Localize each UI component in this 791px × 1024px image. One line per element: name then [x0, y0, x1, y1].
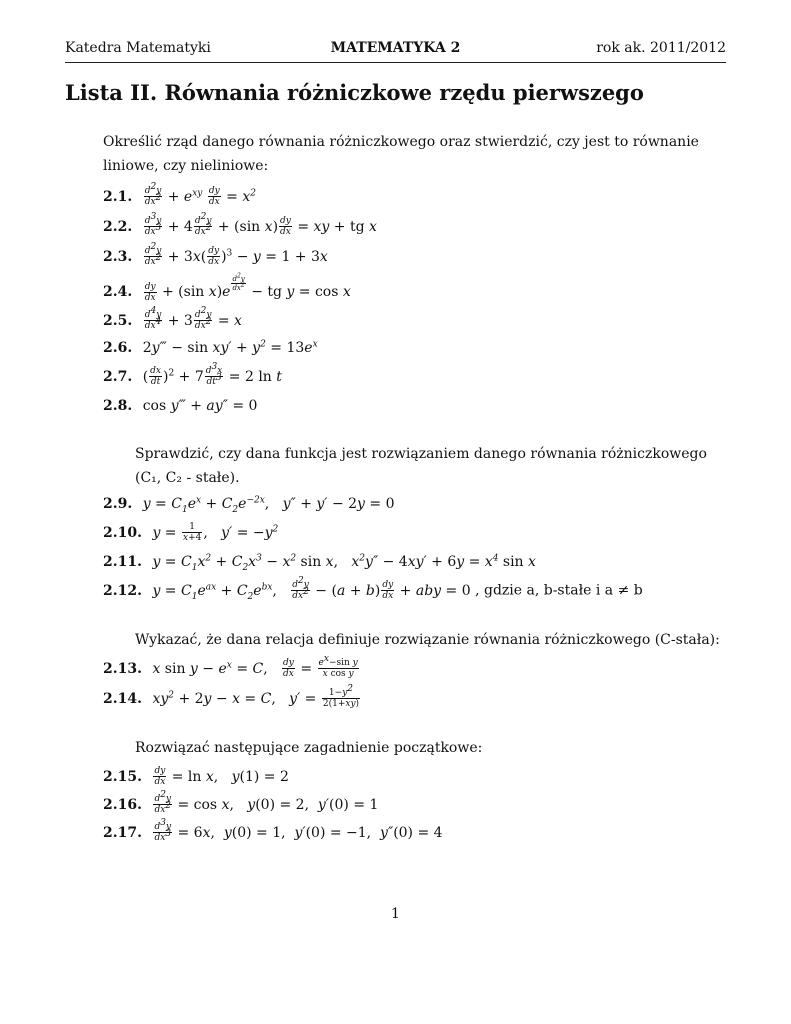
problem-2-6	[103, 338, 318, 362]
problem-number: 2.15.	[103, 768, 142, 785]
problem-number: 2.6.	[103, 340, 133, 356]
problem-2-5	[103, 306, 242, 334]
problem-2-7	[103, 362, 282, 390]
problem-2-11	[103, 552, 536, 576]
problem-2-15	[103, 766, 289, 790]
problem-2-13	[103, 654, 360, 682]
section-intro-initial-value: Rozwiązać następujące zagadnienie początkowe:	[135, 740, 483, 756]
problem-2-9	[103, 494, 394, 518]
equation: $\frac{dy}{dx}$ = ln x, y(1) = 2	[154, 766, 289, 787]
problem-note: , gdzie a, b-stałe i a ≠ b	[475, 582, 643, 599]
equation: $\frac{d^3y}{dx^3}$ + 4 $\frac{d^2y}{dx^2}$ + (sin x) $\frac{dy}{dx}$ = xy + tg x	[144, 212, 377, 237]
problem-number: 2.11.	[103, 554, 142, 570]
equation: 2y‴ − $\sin xy' + y^2 = 13e^x$	[142, 339, 318, 356]
equation: $\frac{d^4y}{dx^4}$ + 3 $\frac{d^2y}{dx^2}$ = x	[144, 306, 242, 331]
problem-2-16	[103, 790, 379, 818]
equation: $\frac{dy}{dx}$ + (sin x)e $^{\frac{d^2y}{dx^2}}$ − tg y = cos x	[144, 272, 351, 303]
equation: $y = C_1e^x + C_2e^{-2x}$, y″ + y′ − 2y = 0	[142, 495, 395, 515]
equation: y = $\frac{1}{x+4}$ , $y' = -y^2$	[152, 522, 279, 543]
problem-2-8	[103, 396, 257, 420]
equation: $y = C_1e^{ax} + C_2e^{bx}$, $\frac{d^2y}{dx^2}$ − (a + b) $\frac{dy}{dx}$ + aby = 0	[152, 576, 471, 602]
section-intro-verify: Sprawdzić, czy dana funkcja jest rozwiązaniem danego równania różniczkowego (C₁, C₂ - stałe).	[135, 446, 707, 486]
header-department: Katedra Matematyki	[65, 40, 211, 56]
equation: $\frac{d^3y}{dx^3}$ = 6x, y(0) = 1, y′(0) = −1, y″(0) = 4	[154, 818, 443, 843]
section-intro-relation: Wykazać, że dana relacja definiuje rozwiązanie równania różniczkowego (C-stała):	[135, 632, 720, 648]
header-rule	[65, 62, 726, 63]
equation: cos y‴ + ay″ = 0	[142, 398, 258, 414]
equation: ( $\frac{dx}{dt}$ )$^2$ + 7 $\frac{d^3x}{dt^3}$ = 2 ln t	[142, 362, 282, 387]
equation: x $\sin y - e^x = C$, $\frac{dy}{dx}$ = $\frac{e^x-\sin y}{\text{x cos y}}$	[152, 654, 358, 679]
equation: $xy^2 + 2y - x = C$, y′ = $\frac{1-y^2}{2(1+xy)}$	[152, 684, 360, 709]
problem-2-4	[103, 272, 351, 304]
problem-number: 2.9.	[103, 496, 133, 512]
page-header	[65, 40, 726, 62]
problem-number: 2.16.	[103, 796, 142, 813]
problem-2-17	[103, 818, 443, 846]
equation: $\frac{d^2y}{dx^2}$ + 3x( $\frac{dy}{dx}$ )$^3$ − y = 1 + 3x	[144, 242, 328, 267]
problem-number: 2.7.	[103, 368, 133, 385]
problem-number: 2.8.	[103, 398, 133, 414]
section-intro-order: Określić rząd danego równania różniczkowego oraz stwierdzić, czy jest to równanie liniowe, czy nieliniowe:	[103, 134, 699, 174]
problem-number: 2.2.	[103, 218, 133, 235]
header-year: rok ak. 2011/2012	[596, 40, 726, 56]
problem-number: 2.5.	[103, 312, 133, 329]
problem-number: 2.17.	[103, 824, 142, 841]
problem-2-12	[103, 576, 643, 604]
problem-number: 2.3.	[103, 248, 133, 265]
problem-number: 2.13.	[103, 660, 142, 677]
problem-number: 2.10.	[103, 524, 142, 541]
page-number: 1	[391, 906, 400, 922]
problem-2-10	[103, 522, 278, 546]
header-course: MATEMATYKA 2	[330, 40, 461, 56]
problem-number: 2.14.	[103, 690, 142, 707]
problem-number: 2.12.	[103, 582, 142, 599]
problem-number: 2.1.	[103, 188, 133, 205]
equation: $\frac{d^2y}{dx^2}$ + $e^{xy}$ $\frac{dy}{dx}$ = $x^2$	[144, 182, 256, 207]
problem-2-14	[103, 684, 361, 712]
equation: $y = C_1x^2 + C_2x^3 - x^2$ sin x, $x^2y'' - 4xy' + 6y = x^4$ sin x	[152, 553, 536, 573]
problem-2-3	[103, 242, 328, 270]
page-title: Lista II. Równania różniczkowe rzędu pierwszego	[65, 80, 644, 105]
problem-number: 2.4.	[103, 284, 133, 301]
problem-2-2	[103, 212, 377, 240]
problem-2-1	[103, 182, 256, 210]
equation: $\frac{d^2y}{dx^2}$ = cos x, y(0) = 2, y′(0) = 1	[154, 790, 379, 815]
